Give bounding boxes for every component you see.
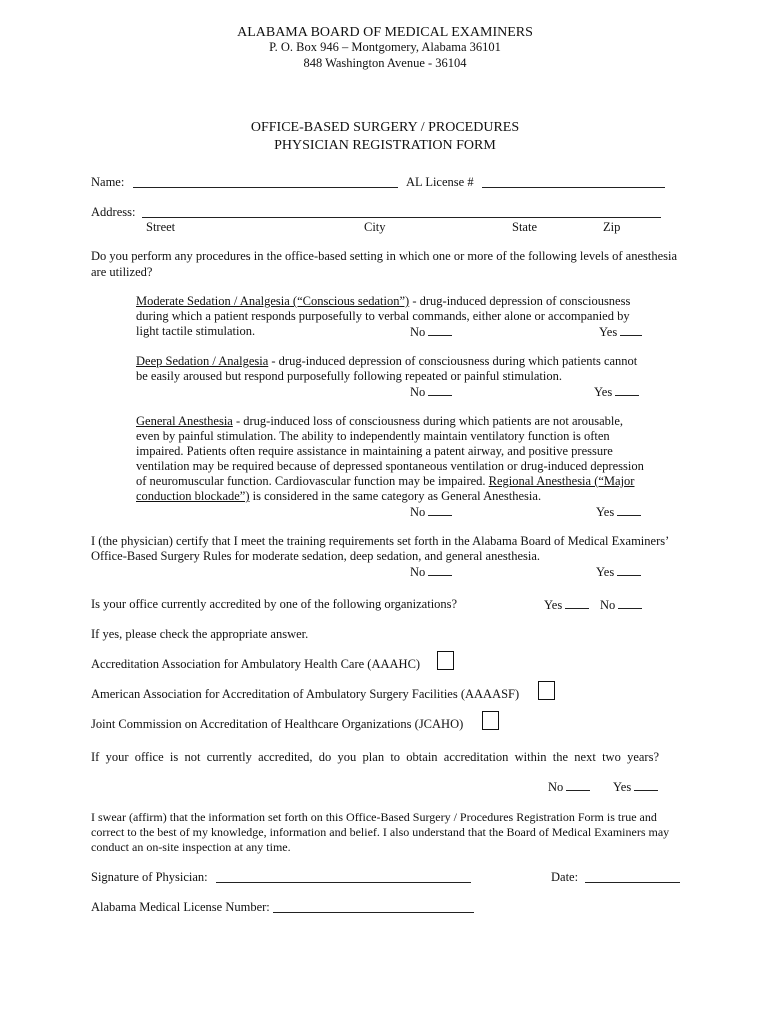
license-label: AL License # bbox=[406, 175, 474, 189]
conduction-blockade-term: conduction blockade”) bbox=[136, 489, 250, 503]
general-anesthesia-text6: is considered in the same category as General Anesthesia. bbox=[249, 489, 542, 503]
jcaho-checkbox[interactable] bbox=[482, 711, 499, 730]
license-field[interactable] bbox=[482, 187, 665, 188]
po-box-line: P. O. Box 946 – Montgomery, Alabama 36101 bbox=[269, 40, 501, 54]
signature-label: Signature of Physician: bbox=[91, 870, 208, 884]
state-caption: State bbox=[512, 220, 537, 234]
if-yes-instruction: If yes, please check the appropriate answer. bbox=[91, 627, 309, 641]
certify-no-label: No bbox=[410, 565, 426, 579]
swear-line1: I swear (affirm) that the information set forth on this Office-Based Surgery / Procedures Registration Form is true and bbox=[91, 810, 657, 824]
accredited-yes-blank[interactable] bbox=[565, 597, 589, 609]
certify-no-blank[interactable] bbox=[428, 564, 452, 576]
accredited-yes-option[interactable] bbox=[544, 597, 589, 613]
deep-sedation-text: - drug-induced depression of consciousness during which patients cannot bbox=[268, 354, 638, 368]
certify-yes-option[interactable] bbox=[596, 564, 641, 580]
moderate-yes-label: Yes bbox=[599, 325, 618, 339]
general-anesthesia-line6 bbox=[136, 489, 541, 504]
anesthesia-question-line1: Do you perform any procedures in the office-based setting in which one or more of the following levels of anesthesia bbox=[91, 249, 678, 263]
deep-sedation-title: Deep Sedation / Analgesia bbox=[136, 354, 269, 368]
aaahc-checkbox[interactable] bbox=[437, 651, 454, 670]
form-title-line1: OFFICE-BASED SURGERY / PROCEDURES bbox=[250, 120, 520, 135]
swear-line2: correct to the best of my knowledge, information and belief. I also understand that the Board of Medical Examiners may bbox=[91, 825, 670, 839]
general-anesthesia-title: General Anesthesia bbox=[136, 414, 233, 428]
jcaho-label: Joint Commission on Accreditation of Healthcare Organizations (JCAHO) bbox=[91, 717, 464, 731]
address-field[interactable] bbox=[142, 217, 661, 218]
deep-no-blank[interactable] bbox=[428, 384, 452, 396]
form-title-line2: PHYSICIAN REGISTRATION FORM bbox=[274, 138, 496, 153]
moderate-sedation-line3: light tactile stimulation. bbox=[136, 324, 256, 338]
moderate-no-blank[interactable] bbox=[428, 324, 452, 336]
deep-no-option[interactable] bbox=[410, 384, 452, 400]
accredited-no-label: No bbox=[600, 598, 616, 612]
moderate-sedation-line1 bbox=[136, 294, 630, 309]
board-name: ALABAMA BOARD OF MEDICAL EXAMINERS bbox=[237, 25, 533, 40]
accredited-no-blank[interactable] bbox=[618, 597, 642, 609]
general-no-label: No bbox=[410, 505, 426, 519]
general-no-blank[interactable] bbox=[428, 504, 452, 516]
moderate-no-label: No bbox=[410, 325, 426, 339]
moderate-yes-option[interactable] bbox=[599, 324, 642, 340]
accredited-question: Is your office currently accredited by one of the following organizations? bbox=[91, 597, 458, 611]
medical-license-field[interactable] bbox=[273, 912, 474, 913]
general-anesthesia-line1 bbox=[136, 414, 623, 429]
general-anesthesia-line5 bbox=[136, 474, 634, 489]
aaaasf-label: American Association for Accreditation of Ambulatory Surgery Facilities (AAAASF) bbox=[91, 687, 520, 701]
plan-question: If your office is not currently accredited, do you plan to obtain accreditation within the next two years? bbox=[91, 750, 659, 764]
street-caption: Street bbox=[146, 220, 176, 234]
address-label: Address: bbox=[91, 205, 136, 219]
zip-caption: Zip bbox=[603, 220, 621, 234]
signature-field[interactable] bbox=[216, 882, 471, 883]
general-anesthesia-line4: ventilation may be required because of depressed spontaneous ventilation or drug-induced depression bbox=[136, 459, 644, 473]
swear-line3: conduct an on-site inspection at any time. bbox=[91, 840, 291, 854]
moderate-yes-blank[interactable] bbox=[620, 324, 642, 336]
deep-yes-label: Yes bbox=[594, 385, 613, 399]
plan-no-label: No bbox=[548, 780, 564, 794]
general-yes-blank[interactable] bbox=[617, 504, 641, 516]
deep-no-label: No bbox=[410, 385, 426, 399]
moderate-no-option[interactable] bbox=[410, 324, 452, 340]
deep-sedation-line1 bbox=[136, 354, 637, 369]
general-yes-label: Yes bbox=[596, 505, 615, 519]
plan-yes-label: Yes bbox=[613, 780, 632, 794]
street-address-line: 848 Washington Avenue - 36104 bbox=[303, 56, 467, 70]
plan-yes-option[interactable] bbox=[613, 779, 658, 795]
aaahc-label: Accreditation Association for Ambulatory Health Care (AAAHC) bbox=[91, 657, 421, 671]
name-label: Name: bbox=[91, 175, 125, 189]
date-label: Date: bbox=[551, 870, 579, 884]
city-caption: City bbox=[364, 220, 386, 234]
deep-yes-option[interactable] bbox=[594, 384, 639, 400]
medical-license-label: Alabama Medical License Number: bbox=[91, 900, 270, 914]
general-anesthesia-line3: impaired. Patients often require assistance in maintaining a patent airway, and positive pressure bbox=[136, 444, 613, 458]
accredited-no-option[interactable] bbox=[600, 597, 642, 613]
moderate-sedation-text: - drug-induced depression of consciousness bbox=[409, 294, 631, 308]
date-field[interactable] bbox=[585, 882, 680, 883]
general-anesthesia-line2: even by painful stimulation. The ability to independently maintain ventilatory function is often bbox=[136, 429, 610, 443]
plan-yes-blank[interactable] bbox=[634, 779, 658, 791]
general-anesthesia-text5: of neuromuscular function. Cardiovascular function may be impaired. bbox=[136, 474, 489, 488]
deep-sedation-line2: be easily aroused but respond purposefully following repeated or painful stimulation. bbox=[136, 369, 562, 383]
general-no-option[interactable] bbox=[410, 504, 452, 520]
general-anesthesia-text: - drug-induced loss of consciousness during which patients are not arousable, bbox=[232, 414, 624, 428]
plan-no-option[interactable] bbox=[548, 779, 590, 795]
name-field[interactable] bbox=[133, 187, 398, 188]
accredited-yes-label: Yes bbox=[544, 598, 563, 612]
certify-line2: Office-Based Surgery Rules for moderate sedation, deep sedation, and general anesthesia. bbox=[91, 549, 541, 563]
certify-line1: I (the physician) certify that I meet the training requirements set forth in the Alabama Board of Medical Examiners’ bbox=[91, 534, 670, 548]
general-yes-option[interactable] bbox=[596, 504, 641, 520]
deep-yes-blank[interactable] bbox=[615, 384, 639, 396]
regional-anesthesia-term: Regional Anesthesia (“Major bbox=[488, 474, 635, 488]
certify-no-option[interactable] bbox=[410, 564, 452, 580]
anesthesia-question-line2: are utilized? bbox=[91, 265, 153, 279]
plan-no-blank[interactable] bbox=[566, 779, 590, 791]
moderate-sedation-line2: during which a patient responds purposefully to verbal commands, either alone or accompanied by bbox=[136, 309, 630, 323]
aaaasf-checkbox[interactable] bbox=[538, 681, 555, 700]
moderate-sedation-title: Moderate Sedation / Analgesia (“Conscious sedation”) bbox=[136, 294, 410, 308]
certify-yes-blank[interactable] bbox=[617, 564, 641, 576]
certify-yes-label: Yes bbox=[596, 565, 615, 579]
